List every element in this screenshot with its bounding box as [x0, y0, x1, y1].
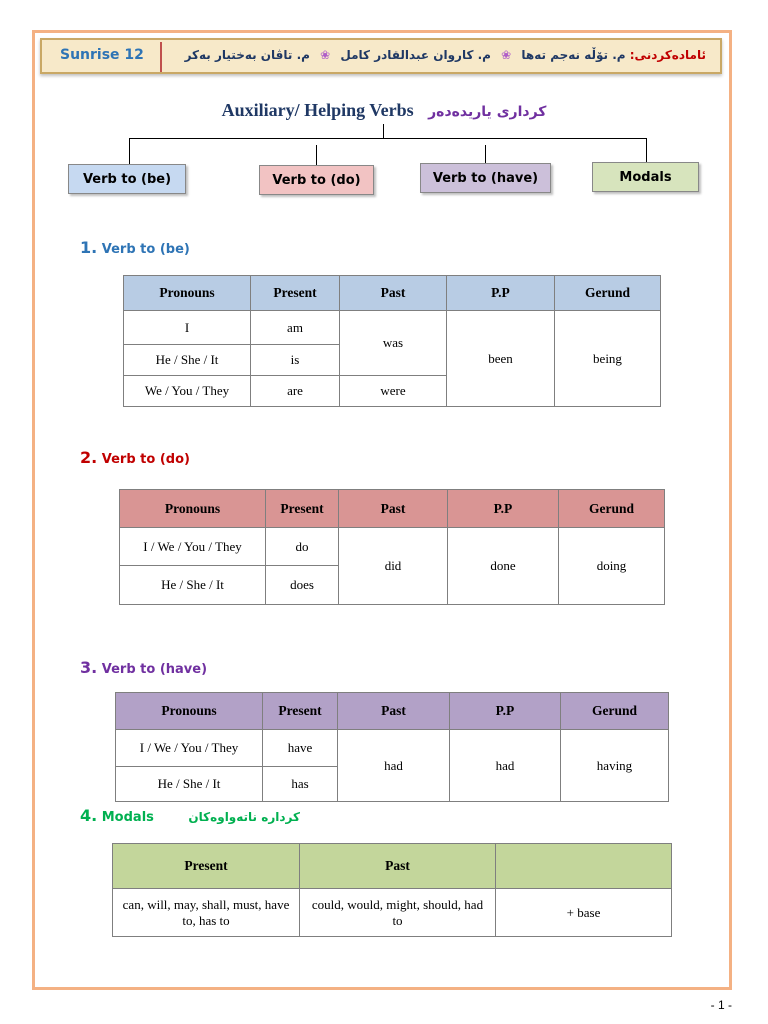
column-header: Past — [338, 693, 450, 730]
section-heading-modals — [80, 806, 300, 825]
section-title-kurdish: کردارە ناتەواوەکان — [188, 810, 300, 824]
column-header: Gerund — [559, 490, 665, 528]
prepared-by-label: ئامادەکردنی: — [629, 48, 706, 62]
pronoun-cell: I / We / You / They — [116, 730, 263, 767]
section-heading-do — [80, 448, 190, 467]
past-cell: were — [340, 376, 447, 407]
pronoun-cell: He / She / It — [116, 767, 263, 802]
gerund-cell: having — [561, 730, 669, 802]
column-header: Gerund — [555, 276, 661, 311]
section-title: Verb to (have) — [101, 662, 208, 677]
present-cell: has — [263, 767, 338, 802]
section-number: 3. — [80, 658, 98, 677]
present-cell: are — [251, 376, 340, 407]
modals-present-cell: can, will, may, shall, must, have to, has to — [113, 889, 300, 937]
title-english: Auxiliary/ Helping Verbs — [221, 100, 414, 120]
pp-cell: done — [448, 528, 559, 605]
column-header: Past — [300, 844, 496, 889]
category-verb-be: Verb to (be) — [68, 164, 186, 194]
brand-title: Sunrise 12 — [60, 47, 144, 63]
verb-have-table — [115, 692, 669, 802]
column-header: Gerund — [561, 693, 669, 730]
column-header: Pronouns — [120, 490, 266, 528]
category-verb-have: Verb to (have) — [420, 163, 551, 193]
author-name: م. تاڤان بەختیار بەکر — [184, 48, 310, 62]
column-header: P.P — [448, 490, 559, 528]
gerund-cell: being — [555, 311, 661, 407]
pp-cell: been — [447, 311, 555, 407]
present-cell: have — [263, 730, 338, 767]
modals-table — [112, 843, 672, 937]
column-header: Present — [263, 693, 338, 730]
flower-icon: ❀ — [320, 48, 331, 62]
section-title: Verb to (do) — [101, 452, 190, 467]
column-header: Present — [251, 276, 340, 311]
section-number: 1. — [80, 238, 98, 257]
title-kurdish: کرداری یاریدەدەر — [428, 104, 547, 120]
modals-base-cell: + base — [496, 889, 672, 937]
column-header: Past — [340, 276, 447, 311]
past-cell: had — [338, 730, 450, 802]
past-cell: did — [339, 528, 448, 605]
column-header — [496, 844, 672, 889]
flower-icon: ❀ — [501, 48, 512, 62]
section-heading-be — [80, 238, 190, 257]
header-divider — [160, 42, 162, 72]
tree-drop — [485, 145, 486, 163]
column-header: Pronouns — [124, 276, 251, 311]
verb-be-table — [123, 275, 661, 407]
pronoun-cell: I — [124, 311, 251, 345]
author-name: م. تۆڵە نەجم تەها — [521, 48, 626, 62]
column-header: P.P — [447, 276, 555, 311]
tree-drop — [129, 138, 130, 164]
tree-stem — [383, 124, 384, 138]
page-title — [0, 100, 768, 121]
author-name: م. کاروان عبدالقادر کامل — [340, 48, 491, 62]
section-number: 4. — [80, 806, 98, 825]
column-header: Present — [266, 490, 339, 528]
column-header: P.P — [450, 693, 561, 730]
pronoun-cell: He / She / It — [120, 566, 266, 605]
tree-drop — [646, 138, 647, 162]
section-heading-have — [80, 658, 207, 677]
past-cell: was — [340, 311, 447, 376]
category-modals: Modals — [592, 162, 699, 192]
tree-branch — [129, 138, 646, 139]
page-number: - 1 - — [710, 998, 732, 1012]
gerund-cell: doing — [559, 528, 665, 605]
tree-drop — [316, 145, 317, 165]
modals-past-cell: could, would, might, should, had to — [300, 889, 496, 937]
section-title: Verb to (be) — [101, 242, 190, 257]
column-header: Present — [113, 844, 300, 889]
present-cell: do — [266, 528, 339, 566]
authors-line — [185, 48, 706, 62]
pp-cell: had — [450, 730, 561, 802]
present-cell: is — [251, 345, 340, 376]
column-header: Pronouns — [116, 693, 263, 730]
pronoun-cell: We / You / They — [124, 376, 251, 407]
pronoun-cell: I / We / You / They — [120, 528, 266, 566]
present-cell: does — [266, 566, 339, 605]
category-verb-do: Verb to (do) — [259, 165, 374, 195]
section-title: Modals — [101, 810, 154, 825]
page-header — [40, 38, 722, 74]
section-number: 2. — [80, 448, 98, 467]
present-cell: am — [251, 311, 340, 345]
verb-do-table — [119, 489, 665, 605]
pronoun-cell: He / She / It — [124, 345, 251, 376]
column-header: Past — [339, 490, 448, 528]
